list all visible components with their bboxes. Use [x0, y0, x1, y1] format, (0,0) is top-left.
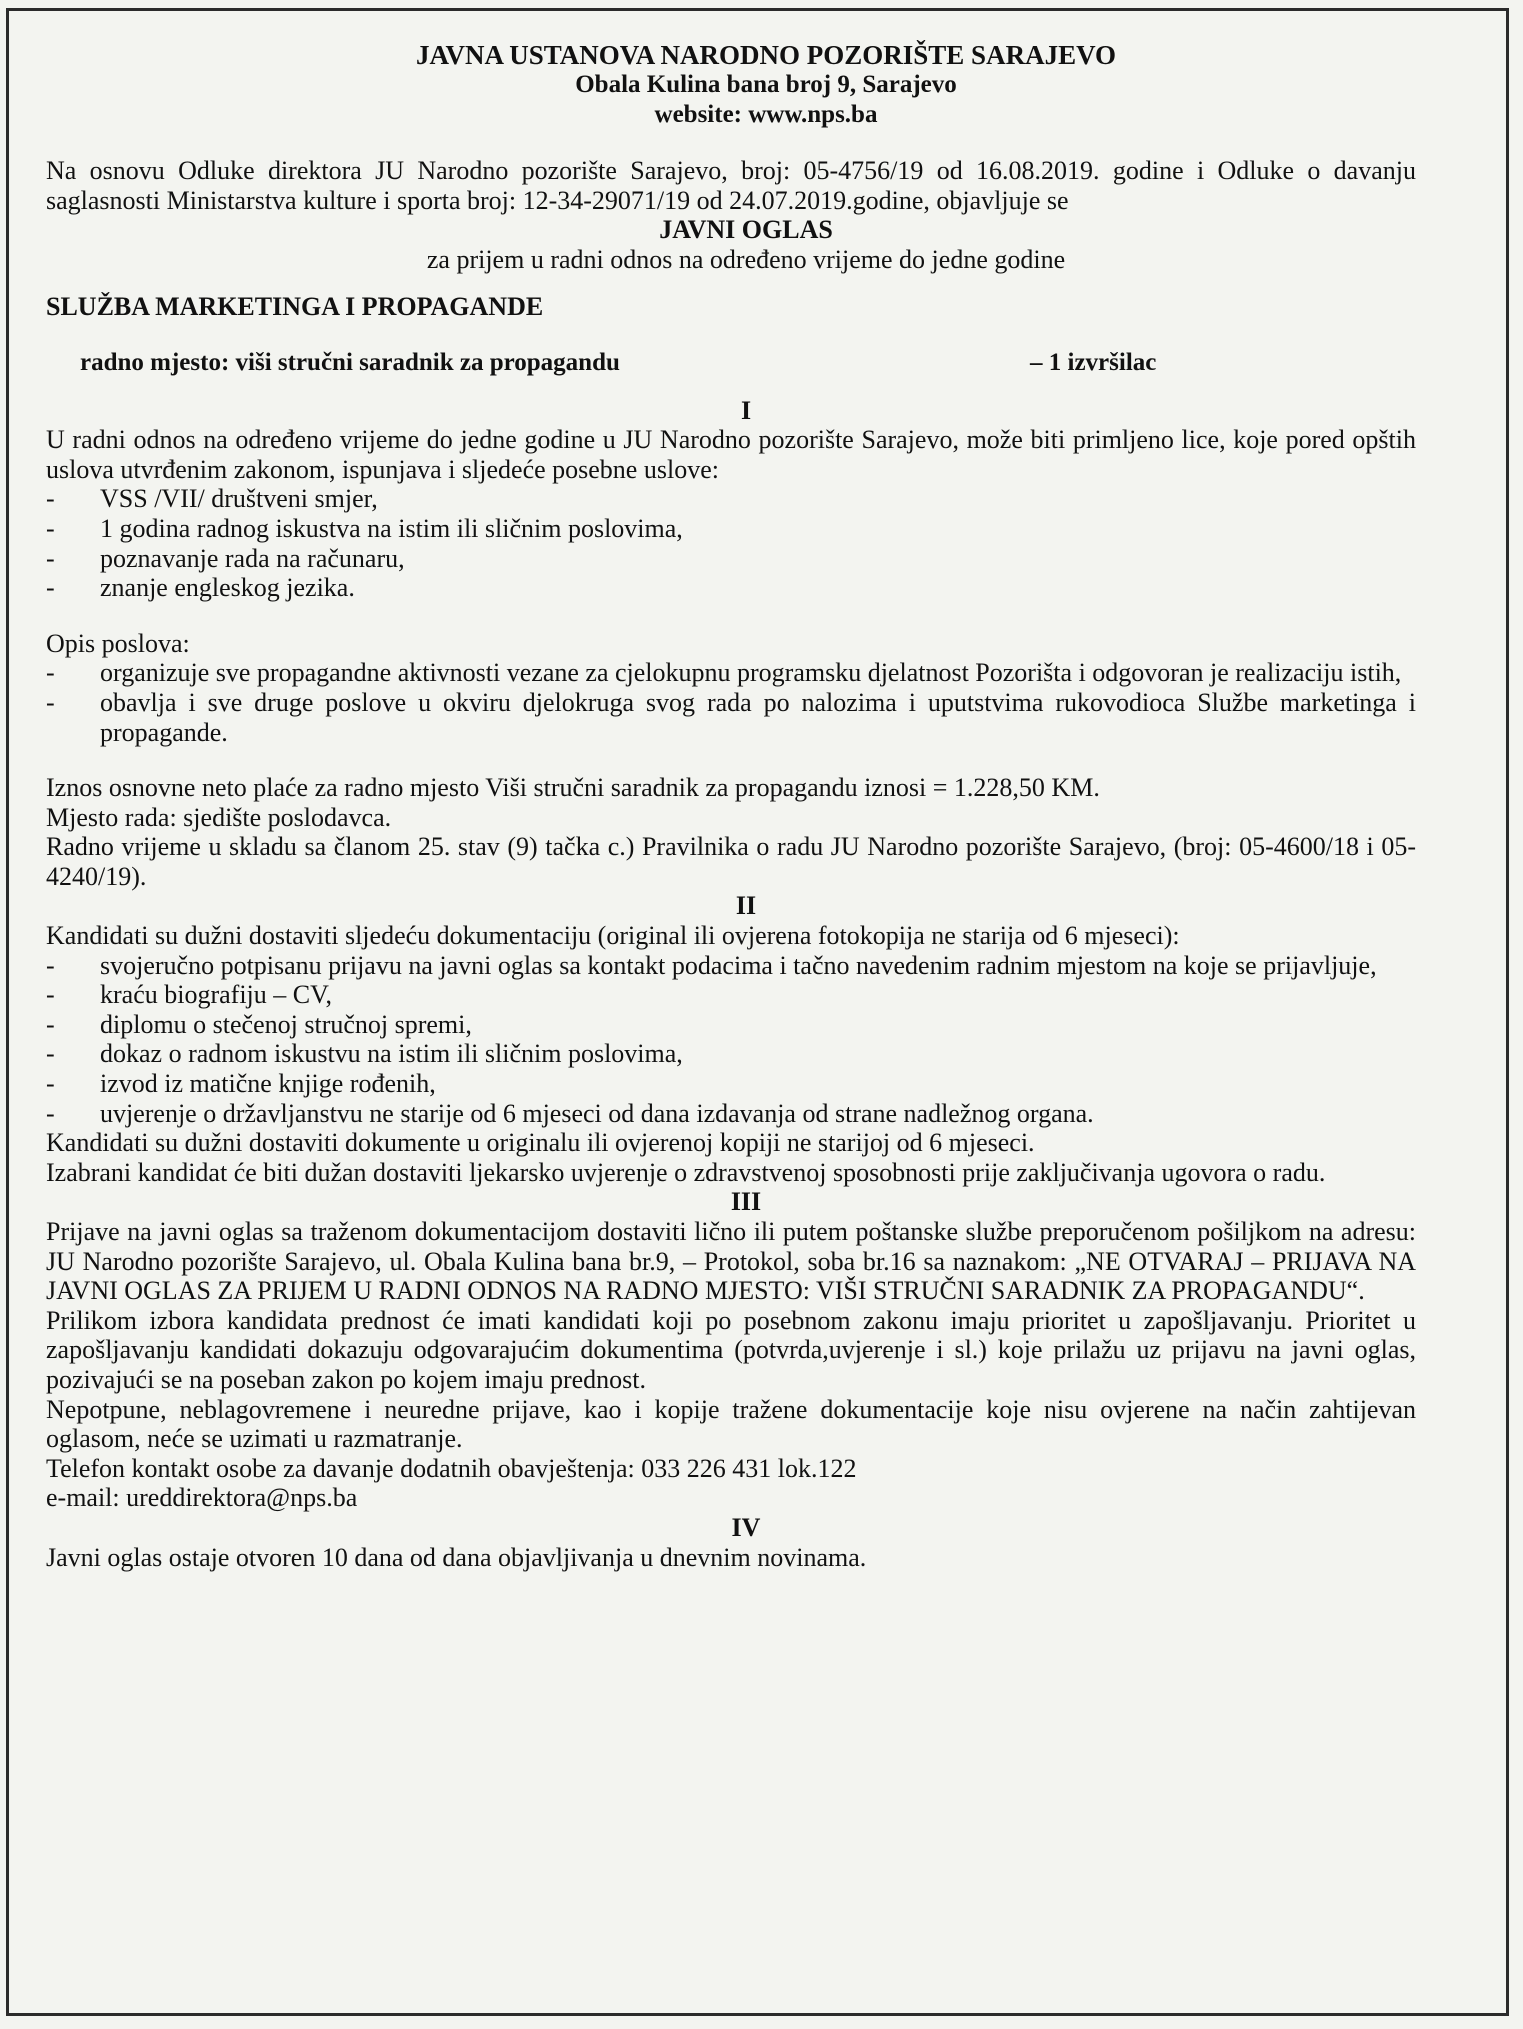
- list-item: - svojeručno potpisanu prijavu na javni oglas sa kontakt podacima i tačno navedenim radnim mjestom na koje se prijavljuje,: [46, 950, 1377, 980]
- submission-text: Prijave na javni oglas sa traženom dokumentacijom dostaviti lično ili putem poštanske službe preporučenom pošiljkom na adresu: JU Narodno pozorište Sarajevo, ul. Obala Kulina bana br.9, – Protokol, soba br.16 sa naznakom: „NE OTVARAJ – PRIJAVA NA JAVNI OGLAS ZA PRIJEM U RADNI ODNOS NA RADNO MJESTO: VIŠI STRUČNI SARADNIK ZA PROPAGANDU“.: [46, 1217, 1416, 1306]
- section2-note-1: Kandidati su dužni dostaviti dokumente u originalu ili ovjerenoj kopiji ne starijoj od 6 mjeseci.: [46, 1128, 1035, 1158]
- section-numeral-3: III: [730, 1187, 762, 1217]
- list-item: - VSS /VII/ društveni smjer,: [46, 484, 378, 514]
- worktime-text: Radno vrijeme u skladu sa članom 25. stav (9) tačka c.) Pravilnika o radu JU Narodno pozorište Sarajevo, (broj: 05-4600/18 i 05-4240/19).: [46, 832, 1416, 891]
- institution-name: JAVNA USTANOVA NARODNO POZORIŠTE SARAJEVO: [415, 40, 1117, 70]
- section2-intro: Kandidati su dužni dostaviti sljedeću dokumentaciju (original ili ovjerena fotokopija ne starija od 6 mjeseci):: [46, 921, 1180, 951]
- notice-document: [46, 40, 1416, 1572]
- closing-text: Javni oglas ostaje otvoren 10 dana od dana objavljivanja u dnevnim novinama.: [46, 1542, 867, 1572]
- position-line: [46, 348, 1416, 378]
- position-label: radno mjesto: viši stručni saradnik za propagandu: [80, 348, 620, 376]
- list-item: - znanje engleskog jezika.: [46, 573, 355, 603]
- documents-list: [46, 951, 1416, 1129]
- notice-title: JAVNI OGLAS: [659, 215, 833, 245]
- intro-paragraph: Na osnovu Odluke direktora JU Narodno pozorište Sarajevo, broj: 05-4756/19 od 16.08.2019. godine i Odluke o davanju saglasnosti Ministarstva kulture i sporta broj: 12-34-29071/19 od 24.07.2019.godine, objavljuje se: [46, 156, 1416, 215]
- list-item: - dokaz o radnom iskustvu na istim ili sličnim poslovima,: [46, 1039, 683, 1069]
- list-item: - obavlja i sve druge poslove u okviru djelokruga svog rada po nalozima i uputstvima rukovodioca Službe marketinga i propagande.: [46, 687, 1416, 747]
- duties-list: [46, 658, 1416, 747]
- list-item: - kraću biografiju – CV,: [46, 980, 333, 1010]
- salary-text: Iznos osnovne neto plaće za radno mjesto Viši stručni saradnik za propagandu iznosi = 1.228,50 KM.: [46, 773, 1100, 803]
- duties-heading: Opis poslova:: [46, 628, 190, 658]
- list-item: - poznavanje rada na računaru,: [46, 543, 405, 573]
- section-numeral-4: IV: [731, 1512, 761, 1542]
- priority-text: Prilikom izbora kandidata prednost će imati kandidati koji po posebnom zakonu imaju prioritet u zapošljavanju. Prioritet u zapošljavanju kandidati dokazuju odgovarajućim dokumentima (potvrda,uvjerenje i sl.) koje prilažu uz prijavu na javni oglas, pozivajući se na poseban zakon po kojem imaju prednost.: [46, 1305, 1416, 1394]
- section-numeral-2: II: [735, 891, 757, 921]
- contact-phone: Telefon kontakt osobe za davanje dodatnih obavještenja: 033 226 431 lok.122: [46, 1453, 857, 1483]
- incomplete-text: Nepotpune, neblagovremene i neuredne prijave, kao i kopije tražene dokumentacije koje nisu ovjerene na način zahtijevan oglasom, neće se uzimati u razmatranje.: [46, 1394, 1416, 1454]
- workplace-text: Mjesto rada: sjedište poslodavca.: [46, 802, 392, 832]
- list-item: - uvjerenje o državljanstvu ne starije od 6 mjeseci od dana izdavanja od strane nadležnog organa.: [46, 1098, 1094, 1128]
- list-item: - 1 godina radnog iskustva na istim ili sličnim poslovima,: [46, 513, 683, 543]
- list-item: - diplomu o stečenoj stručnoj spremi,: [46, 1009, 472, 1039]
- contact-email: e-mail: ureddirektora@nps.ba: [46, 1483, 358, 1513]
- institution-website: website: www.nps.ba: [654, 101, 878, 128]
- position-count: – 1 izvršilac: [1030, 348, 1157, 376]
- section1-intro: U radni odnos na određeno vrijeme do jedne godine u JU Narodno pozorište Sarajevo, može biti primljeno lice, koje pored opštih uslova utvrđenim zakonom, ispunjava i sljedeće posebne uslove:: [46, 425, 1416, 484]
- notice-subtitle: za prijem u radni odnos na određeno vrijeme do jedne godine: [426, 244, 1066, 274]
- institution-address: Obala Kulina bana broj 9, Sarajevo: [575, 71, 957, 98]
- department-title: SLUŽBA MARKETINGA I PROPAGANDE: [46, 292, 544, 322]
- section-numeral-1: I: [740, 395, 752, 425]
- section2-note-2: Izabrani kandidat će biti dužan dostaviti ljekarsko uvjerenje o zdravstvenoj sposobnosti prije zaključivanja ugovora o radu.: [46, 1157, 1326, 1187]
- list-item: - organizuje sve propagandne aktivnosti vezane za cjelokupnu programsku djelatnost Pozorišta i odgovoran je realizaciju istih,: [46, 658, 1402, 688]
- conditions-list: [46, 484, 1416, 602]
- list-item: - izvod iz matične knjige rođenih,: [46, 1069, 436, 1099]
